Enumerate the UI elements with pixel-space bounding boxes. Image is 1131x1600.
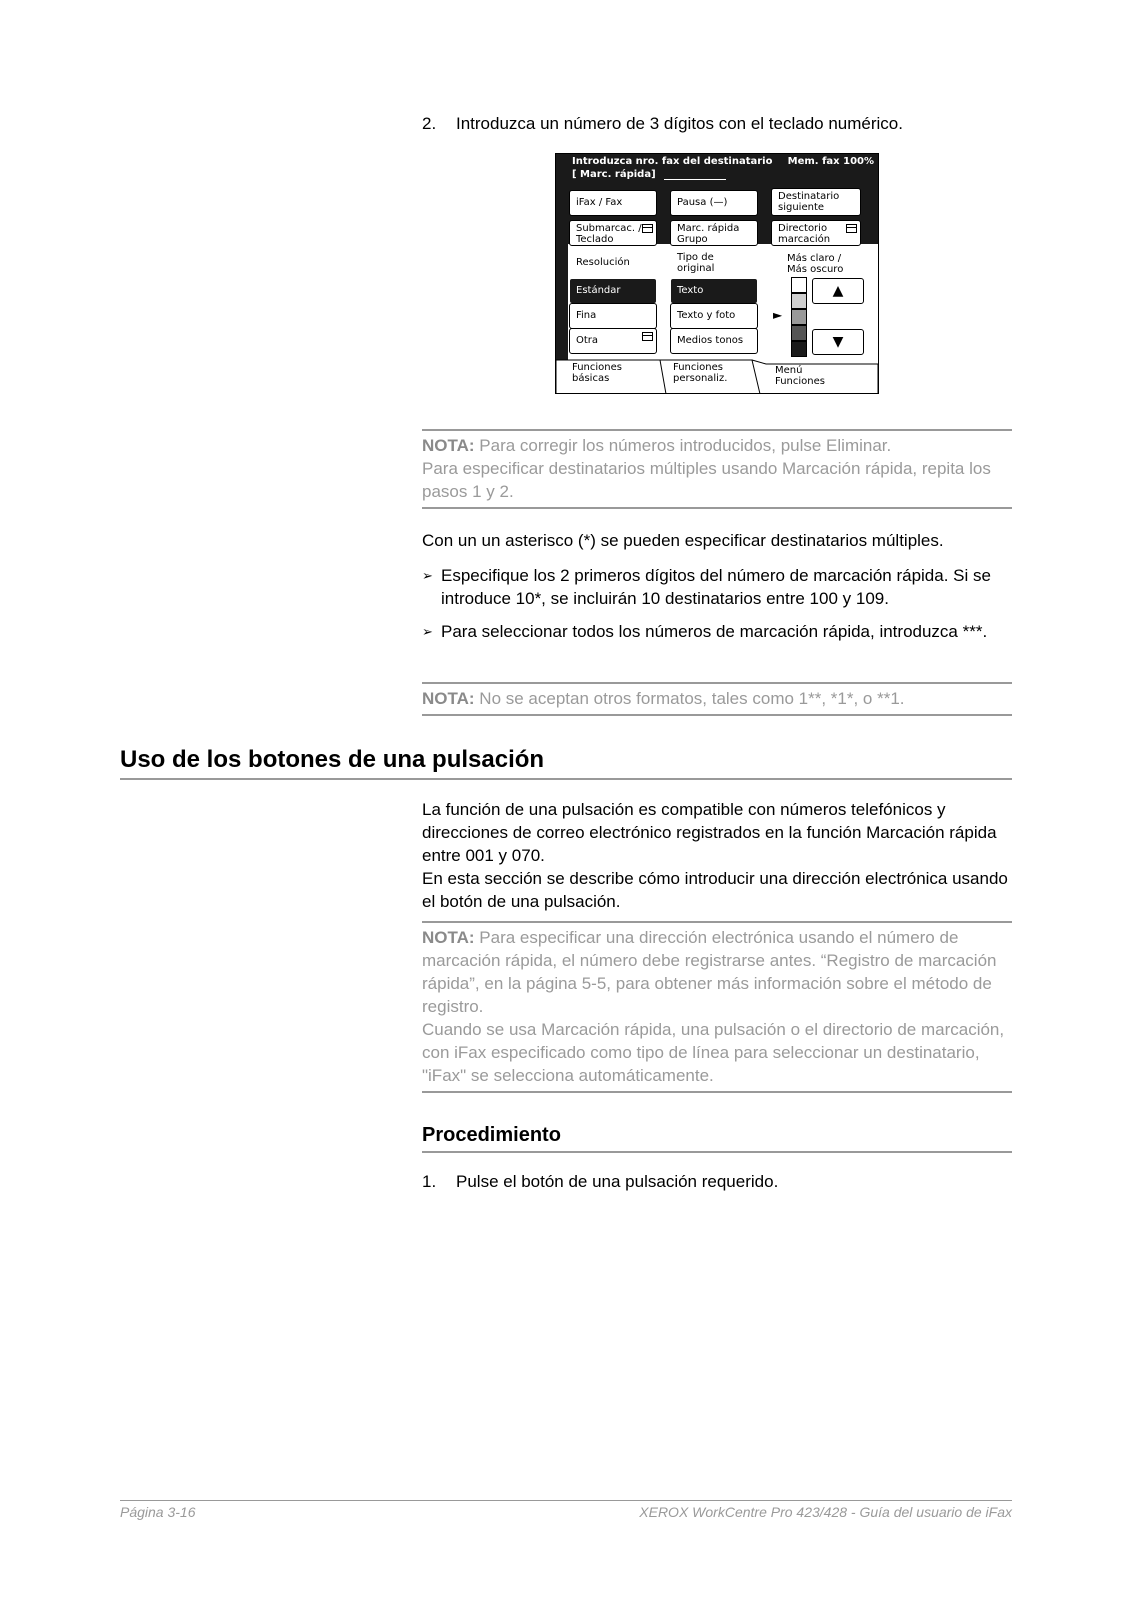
submarcacion-teclado-button[interactable]: Submarcac. / Teclado bbox=[569, 220, 657, 246]
document-title: XEROX WorkCentre Pro 423/428 - Guía del usuario de iFax bbox=[639, 1504, 1012, 1520]
bullet-item-1 bbox=[422, 564, 1022, 610]
asterisk-paragraph: Con un un asterisco (*) se pueden especificar destinatarios múltiples. bbox=[422, 531, 944, 550]
note-formatos bbox=[422, 682, 1012, 716]
note-text: Para especificar una dirección electrónica usando el número de marcación rápida, el número debe registrarse antes. “Registro de marcación rápida”, en la página 5-5, para obtener más información sobre el método de registro. bbox=[422, 928, 997, 1016]
marc-rapida-grupo-button[interactable]: Marc. rápida Grupo bbox=[670, 220, 758, 246]
arrow-up-icon: ▲ bbox=[832, 283, 844, 299]
step-number: 2. bbox=[422, 114, 437, 133]
destinatario-siguiente-button[interactable]: Destinatario siguiente bbox=[771, 188, 861, 216]
note-text: Para corregir los números introducidos, pulse Eliminar. bbox=[474, 436, 892, 455]
note-text-2: Para especificar destinatarios múltiples usando Marcación rápida, repita los pasos 1 y 2. bbox=[422, 459, 991, 501]
memory-indicator: Mem. fax 100% bbox=[787, 156, 874, 167]
tab-funciones-personalizadas[interactable]: Funciones personaliz. bbox=[673, 362, 728, 384]
step-text: Pulse el botón de una pulsación requerido. bbox=[456, 1172, 779, 1191]
resolucion-label: Resolución bbox=[576, 257, 630, 268]
page-number: Página 3-16 bbox=[120, 1504, 196, 1520]
step-2 bbox=[422, 112, 903, 135]
directorio-marcacion-button[interactable]: Directorio marcación bbox=[771, 220, 861, 246]
tab-funciones-basicas[interactable]: Funciones básicas bbox=[572, 362, 622, 384]
tab-menu-funciones[interactable]: Menú Funciones bbox=[775, 365, 825, 387]
lighter-button[interactable] bbox=[812, 278, 864, 304]
tipo-original-label: Tipo de original bbox=[677, 252, 715, 274]
section-paragraph-2: En esta sección se describe cómo introducir una dirección electrónica usando el botón de una pulsación. bbox=[422, 869, 1008, 911]
note-corregir bbox=[422, 429, 1012, 509]
arrow-bullet-icon: ➢ bbox=[422, 568, 433, 583]
bullet-item-2 bbox=[422, 620, 1022, 643]
step-number: 1. bbox=[422, 1172, 437, 1191]
ifax-fax-button[interactable]: iFax / Fax bbox=[569, 190, 657, 216]
darker-button[interactable] bbox=[812, 329, 864, 355]
menu-icon bbox=[846, 224, 857, 233]
fina-button[interactable]: Fina bbox=[569, 303, 657, 329]
note-text: No se aceptan otros formatos, tales como 1**, *1*, o **1. bbox=[474, 689, 905, 708]
menu-icon bbox=[642, 224, 653, 233]
section-paragraph-1: La función de una pulsación es compatible con números telefónicos y direcciones de correo electrónico registrados en la función Marcación rápida entre 001 y 070. bbox=[422, 800, 997, 865]
density-level-1 bbox=[791, 277, 807, 293]
section-title: Uso de los botones de una pulsación bbox=[120, 745, 1012, 780]
step-text: Introduzca un número de 3 dígitos con el teclado numérico. bbox=[456, 114, 903, 133]
note-label: NOTA: bbox=[422, 689, 475, 708]
arrow-down-icon: ▼ bbox=[832, 334, 844, 350]
density-level-2 bbox=[791, 293, 807, 309]
panel-prompt: Introduzca nro. fax del destinatario bbox=[572, 156, 773, 167]
page-footer bbox=[120, 1500, 1012, 1520]
bullet-text: Especifique los 2 primeros dígitos del número de marcación rápida. Si se introduce 10*, se incluirán 10 destinatarios entre 100 y 109. bbox=[441, 566, 991, 608]
panel-header bbox=[556, 154, 878, 184]
step-1 bbox=[422, 1170, 778, 1193]
arrow-bullet-icon: ➢ bbox=[422, 624, 433, 639]
texto-foto-button[interactable]: Texto y foto bbox=[670, 303, 758, 329]
texto-button[interactable]: Texto bbox=[670, 278, 758, 304]
section-body bbox=[422, 798, 1017, 913]
density-level-5 bbox=[791, 341, 807, 357]
note-label: NOTA: bbox=[422, 436, 475, 455]
fax-screen-panel bbox=[555, 153, 879, 394]
claro-oscuro-label: Más claro / Más oscuro bbox=[787, 253, 844, 275]
note-label: NOTA: bbox=[422, 928, 475, 947]
density-level-4 bbox=[791, 325, 807, 341]
panel-mode: [ Marc. rápida] bbox=[572, 169, 726, 180]
medios-tonos-button[interactable]: Medios tonos bbox=[670, 328, 758, 354]
estandar-button[interactable]: Estándar bbox=[569, 278, 657, 304]
pausa-button[interactable]: Pausa (—) bbox=[670, 190, 758, 216]
bullet-text: Para seleccionar todos los números de marcación rápida, introduzca ***. bbox=[441, 622, 988, 641]
pointer-icon: ► bbox=[773, 308, 783, 322]
density-level-3 bbox=[791, 309, 807, 325]
otra-button[interactable]: Otra bbox=[569, 328, 657, 354]
note-text-2: Cuando se usa Marcación rápida, una pulsación o el directorio de marcación, con iFax especificado como tipo de línea para seleccionar un destinatario, "iFax" se selecciona automáticamente. bbox=[422, 1020, 1005, 1085]
menu-icon bbox=[642, 332, 653, 341]
note-direccion bbox=[422, 921, 1012, 1093]
subsection-title: Procedimiento bbox=[422, 1122, 1012, 1153]
